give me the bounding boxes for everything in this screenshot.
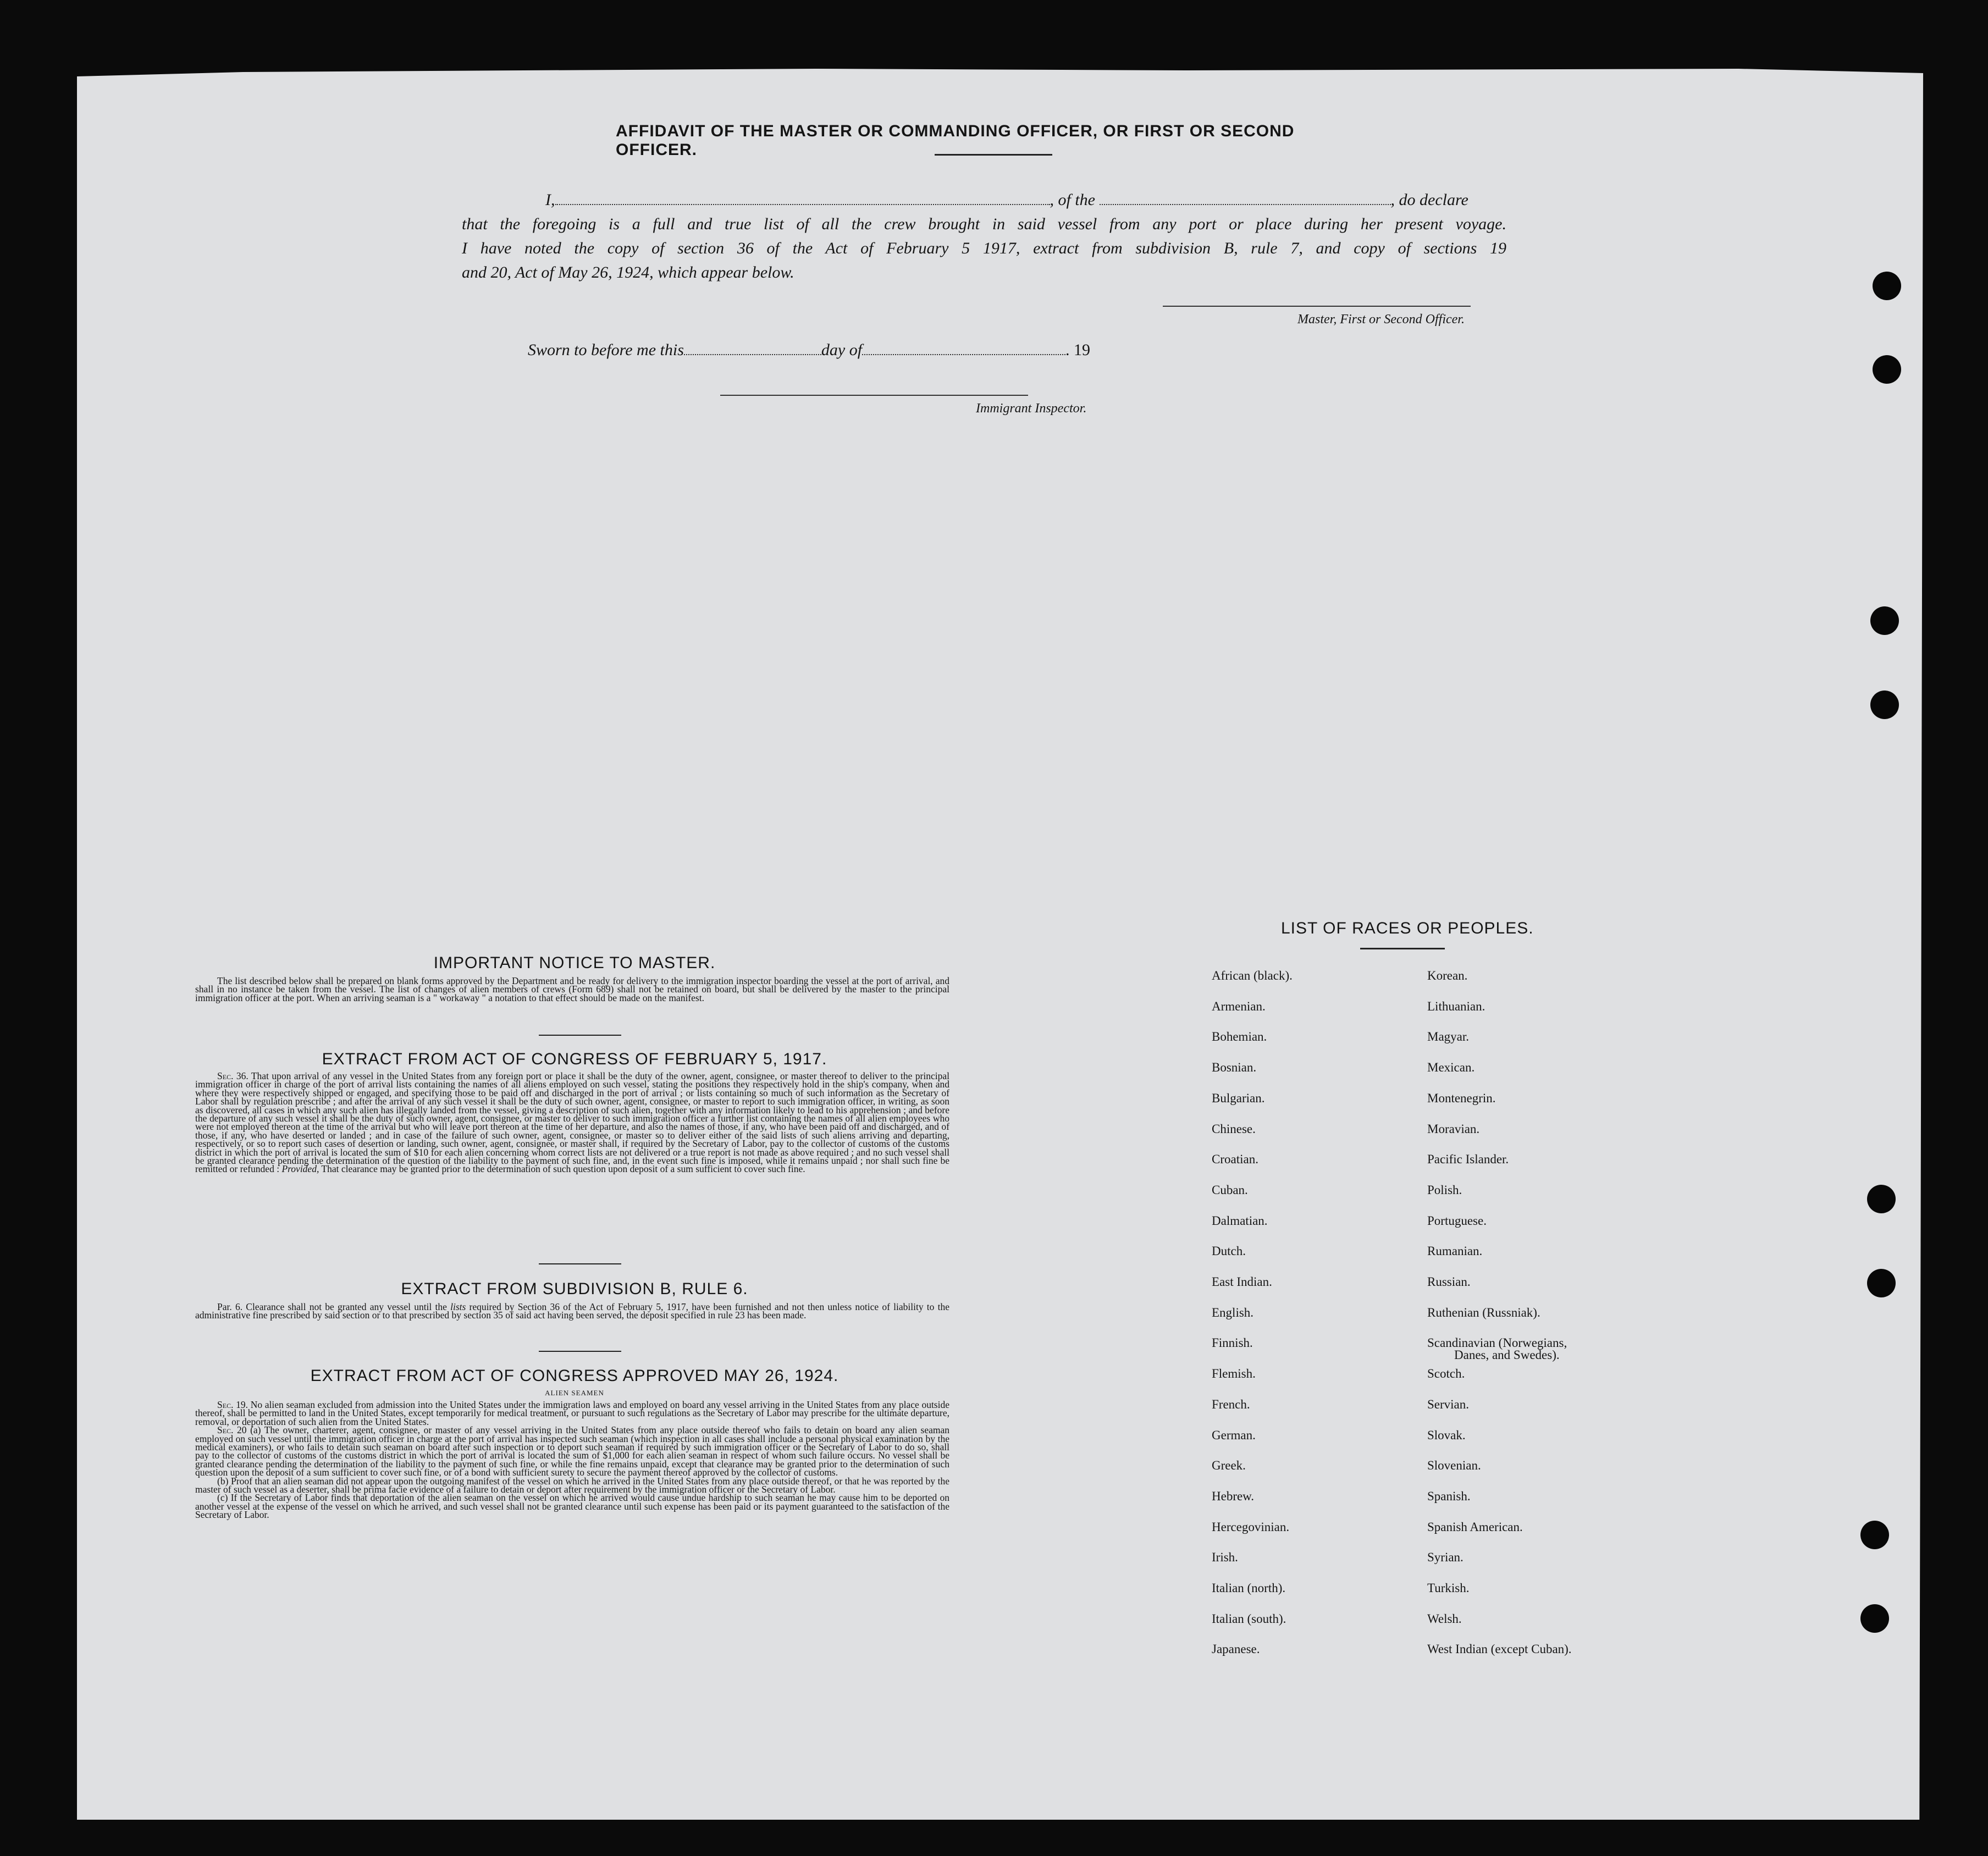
year-prefix: . 19 <box>1065 341 1091 359</box>
race-item: Russian. <box>1427 1275 1471 1289</box>
race-item: Mexican. <box>1427 1060 1475 1075</box>
race-item: Rumanian. <box>1427 1244 1483 1258</box>
race-item: Bulgarian. <box>1212 1091 1265 1105</box>
document-sheet <box>77 69 1923 1820</box>
affidavit-of-the: , of the <box>1050 191 1095 209</box>
race-item: Bosnian. <box>1212 1060 1257 1075</box>
divider <box>539 1263 621 1264</box>
sec-20b-text: (b) Proof that an alien seaman did not appear upon the outgoing manifest of the vessel on which he arrived in the United States from any place outside thereof, or that he was reported by the master of such vessel as a deserter, shall be prima facie evidence of a failure to detain or deport after requirement by the immigration officer or the Secretary of Labor. <box>195 1475 949 1495</box>
sec-36-text: That upon arrival of any vessel in the United States from any foreign port or place it shall be the duty of the owner, agent, consignee, or master thereof to deliver to the principal immigration officer in charge of the port of arrival lists containing the names of all aliens employed on such vessel, stating the positions they respectively hold in the ship's company, when and where they were respectively shipped or engaged, and specifying those to be paid off and discharged in the port of arrival ; or lists containing so much of such information as the Secretary of Labor shall by regulation prescribe ; and after the arrival of any such vessel it shall be the duty of such owner, agent, consignee, or master to report to such immigration officer, in writing, as soon as discovered, all cases in which any such alien has illegally landed from the vessel, giving a description of such alien, together with any information likely to lead to his apprehension ; and before the departure of any such vessel it shall be the duty of such owner, agent, consignee, or master to deliver to such immigration officer a further list containing the names of all alien employees who were not employed thereon at the time of the arrival but who will leave port thereon at the time of her departure, and also the names of those, if any, who have been paid off and discharged, and of those, if any, who have deserted or landed ; and in case of the failure of such owner, agent, consignee, or master so to deliver either of the said lists of such aliens arriving and departing, respectively, or so to report such cases of desertion or landing, such owner, agent, consignee, or master shall, if required by the Secretary of Labor, pay to the collector of customs of the customs district in which the port of arrival is located the sum of $10 for each alien concerning whom correct lists are not delivered or a true report is not made as above required ; and no such vessel shall be granted clearance pending the determination of the question of the liability to the payment of such fine, and, in the event such fine is imposed, while it remains unpaid ; nor shall such fine be remitted or refunded : <box>195 1070 949 1175</box>
punch-hole <box>1873 355 1901 384</box>
day-of-label: day of <box>821 341 863 359</box>
race-item: English. <box>1212 1305 1254 1319</box>
race-item: West Indian (except Cuban). <box>1427 1642 1572 1656</box>
race-item: Dutch. <box>1212 1244 1246 1258</box>
race-item: Syrian. <box>1427 1550 1464 1565</box>
rule6-text-b: required by Section 36 of the Act of February 5, 1917, have been furnished and not then unless notice of liability to the administrative fine prescribed by said section or to that prescribed by section 35 of said act having been served, the deposit specified in rule 23 has been made. <box>195 1301 949 1321</box>
sworn-month-blank[interactable] <box>862 354 1065 355</box>
race-item: Magyar. <box>1427 1030 1470 1044</box>
punch-hole <box>1867 1185 1896 1213</box>
race-item: Pacific Islander. <box>1427 1152 1509 1167</box>
race-item: Portuguese. <box>1427 1213 1487 1228</box>
race-item: Lithuanian. <box>1427 999 1486 1013</box>
race-item: Polish. <box>1427 1183 1462 1197</box>
sec-20a-text: (a) The owner, charterer, agent, consignee, or master of any vessel arriving in the United States from any place outside thereof who fails to detain on board any alien seaman employed on such vessel until the immigration officer in charge at the port of arrival has inspected such seaman (which inspection in all cases shall include a personal physical examination by the medical examiners), or who fails to detain such seaman on board after such inspection or to deport such seaman if required by such immigration officer or the Secretary of Labor to do so, shall pay to the collector of customs of the customs district in which the port of arrival is located the sum of $1,000 for each alien seaman in respect of whom such failure occurs. No vessel shall be granted clearance pending the determination of the liability to the payment of such fine, or while the fine remains unpaid, except that clearance may be granted prior to the determination of such question upon the deposit of a sum sufficient to cover such fine, or of a bond with sufficient surety to secure the payment thereof approved by the collector of customs. <box>195 1424 949 1478</box>
sworn-line <box>528 341 1090 360</box>
title-divider <box>935 154 1052 156</box>
race-item: Danes, and Swedes). <box>1454 1348 1560 1362</box>
sworn-day-blank[interactable] <box>684 354 821 355</box>
race-item: Bohemian. <box>1212 1030 1267 1044</box>
race-item: Slovak. <box>1427 1428 1466 1442</box>
rule6-text <box>195 1303 949 1320</box>
race-item: Korean. <box>1427 969 1468 982</box>
race-item: French. <box>1212 1397 1250 1411</box>
race-item: Italian (south). <box>1212 1611 1286 1626</box>
vessel-blank[interactable] <box>1100 190 1391 205</box>
sec-36-text-end: That clearance may be granted prior to the determination of such question upon deposit of a sum sufficient to cover such fine. <box>321 1163 805 1175</box>
rule6-text-a: Clearance shall not be granted any vessel until the <box>246 1301 447 1312</box>
notice-paragraph: The list described below shall be prepared on blank forms approved by the Department and be ready for delivery to the immigration inspector boarding the vessel at the port of arrival, and shall in no instance be taken from the vessel. The list of changes of alien members of crews (Form 689) shall not be retained on board, but shall be delivered by the master to the principal immigration officer at the port. When an arriving seaman is a " workaway " a notation to that effect should be made on the manifest. <box>195 975 949 1003</box>
alien-seamen-subtitle: ALIEN SEAMEN <box>545 1389 604 1397</box>
race-item: Welsh. <box>1427 1611 1462 1626</box>
race-item: Scandinavian (Norwegians, <box>1427 1336 1567 1350</box>
race-item: Scotch. <box>1427 1367 1465 1381</box>
races-title: LIST OF RACES OR PEOPLES. <box>1281 919 1534 937</box>
punch-hole <box>1870 606 1899 635</box>
race-item: Croatian. <box>1212 1152 1258 1167</box>
affidavit-line-3: I have noted the copy of section 36 of the Act of February 5 1917, extract from subdivision B, rule 7, and copy of sections 19 <box>462 239 1506 257</box>
race-item: Japanese. <box>1212 1642 1260 1656</box>
race-item: Dalmatian. <box>1212 1213 1268 1228</box>
race-item: Spanish American. <box>1427 1520 1523 1534</box>
name-blank[interactable] <box>555 190 1050 205</box>
master-signature-line[interactable] <box>1163 306 1471 307</box>
punch-hole <box>1867 1269 1896 1297</box>
sec-36-label: Sec. 36. <box>217 1070 248 1081</box>
race-item: Moravian. <box>1427 1122 1480 1136</box>
affidavit-i: I, <box>545 191 555 209</box>
race-item: Hercegovinian. <box>1212 1520 1290 1534</box>
extract-1924-title: EXTRACT FROM ACT OF CONGRESS APPROVED MAY 26, 1924. <box>310 1367 839 1385</box>
punch-hole <box>1860 1604 1889 1633</box>
race-item: German. <box>1212 1428 1256 1442</box>
notice-text <box>195 977 949 1002</box>
race-item: Ruthenian (Russniak). <box>1427 1305 1540 1319</box>
race-item: African (black). <box>1212 969 1293 982</box>
race-item: Slovenian. <box>1427 1459 1481 1473</box>
sec-19-label: Sec. 19. <box>217 1399 248 1410</box>
race-item: Spanish. <box>1427 1489 1471 1503</box>
race-item: Flemish. <box>1212 1367 1256 1381</box>
affidavit-line-2: that the foregoing is a full and true list of all the crew brought in said vessel from any port or place during her present voyage. <box>462 215 1506 233</box>
affidavit-line-4: and 20, Act of May 26, 1924, which appear below. <box>462 263 794 281</box>
par-6-label: Par. 6. <box>217 1301 243 1312</box>
races-divider <box>1360 948 1445 949</box>
punch-hole <box>1870 691 1899 719</box>
race-item: Finnish. <box>1212 1336 1253 1350</box>
extract-1917-title: EXTRACT FROM ACT OF CONGRESS OF FEBRUARY 5, 1917. <box>322 1050 827 1068</box>
race-item: Irish. <box>1212 1550 1238 1565</box>
affidavit-do-declare: , do declare <box>1390 191 1468 209</box>
affidavit-line-1 <box>462 188 1506 212</box>
affidavit-title: AFFIDAVIT OF THE MASTER OR COMMANDING OFFICER, OR FIRST OR SECOND OFFICER. <box>616 122 1295 159</box>
race-item: Hebrew. <box>1212 1489 1255 1503</box>
race-item: Italian (north). <box>1212 1581 1286 1595</box>
race-item: Cuban. <box>1212 1183 1248 1197</box>
race-item: Armenian. <box>1212 999 1266 1013</box>
punch-hole <box>1860 1521 1889 1549</box>
race-item: Montenegrin. <box>1427 1091 1496 1105</box>
master-signature-label: Master, First or Second Officer. <box>1297 312 1465 327</box>
race-item: Turkish. <box>1427 1581 1470 1595</box>
sec-20c-text: (c) If the Secretary of Labor finds that deportation of the alien seaman on the vessel on which he arrived would cause undue hardship to such seaman he may cause him to be deported on another vessel at the expense of the vessel on which he arrived, and such vessel shall not be granted clearance until such expense has been paid or its payment guaranteed to the satisfaction of the Secretary of Labor. <box>195 1492 949 1521</box>
race-item: East Indian. <box>1212 1275 1272 1289</box>
race-item: Chinese. <box>1212 1122 1256 1136</box>
inspector-signature-line[interactable] <box>720 395 1028 396</box>
sworn-label: Sworn to before me this <box>528 341 684 359</box>
sec-20-label: Sec. 20 <box>217 1424 247 1436</box>
rule6-title: EXTRACT FROM SUBDIVISION B, RULE 6. <box>401 1280 748 1298</box>
extract-1924-text <box>195 1401 949 1520</box>
divider <box>539 1351 621 1352</box>
provided-word: Provided, <box>281 1163 319 1175</box>
race-item: Greek. <box>1212 1459 1246 1473</box>
race-item: Servian. <box>1427 1397 1470 1411</box>
extract-1917-text <box>195 1072 949 1174</box>
divider <box>539 1035 621 1036</box>
sec-19-text: No alien seaman excluded from admission into the United States under the immigration laws and employed on board any vessel arriving in the United States from any place outside thereof, shall be permitted to land in the United States, except temporarily for medical treatment, or pursuant to such regulations as the Secretary of Labor may prescribe for the ultimate departure, removal, or deportation of such alien from the United States. <box>195 1399 950 1427</box>
notice-title: IMPORTANT NOTICE TO MASTER. <box>433 954 716 972</box>
lists-word: lists <box>450 1301 466 1312</box>
inspector-label: Immigrant Inspector. <box>976 401 1087 416</box>
punch-hole <box>1873 272 1901 300</box>
